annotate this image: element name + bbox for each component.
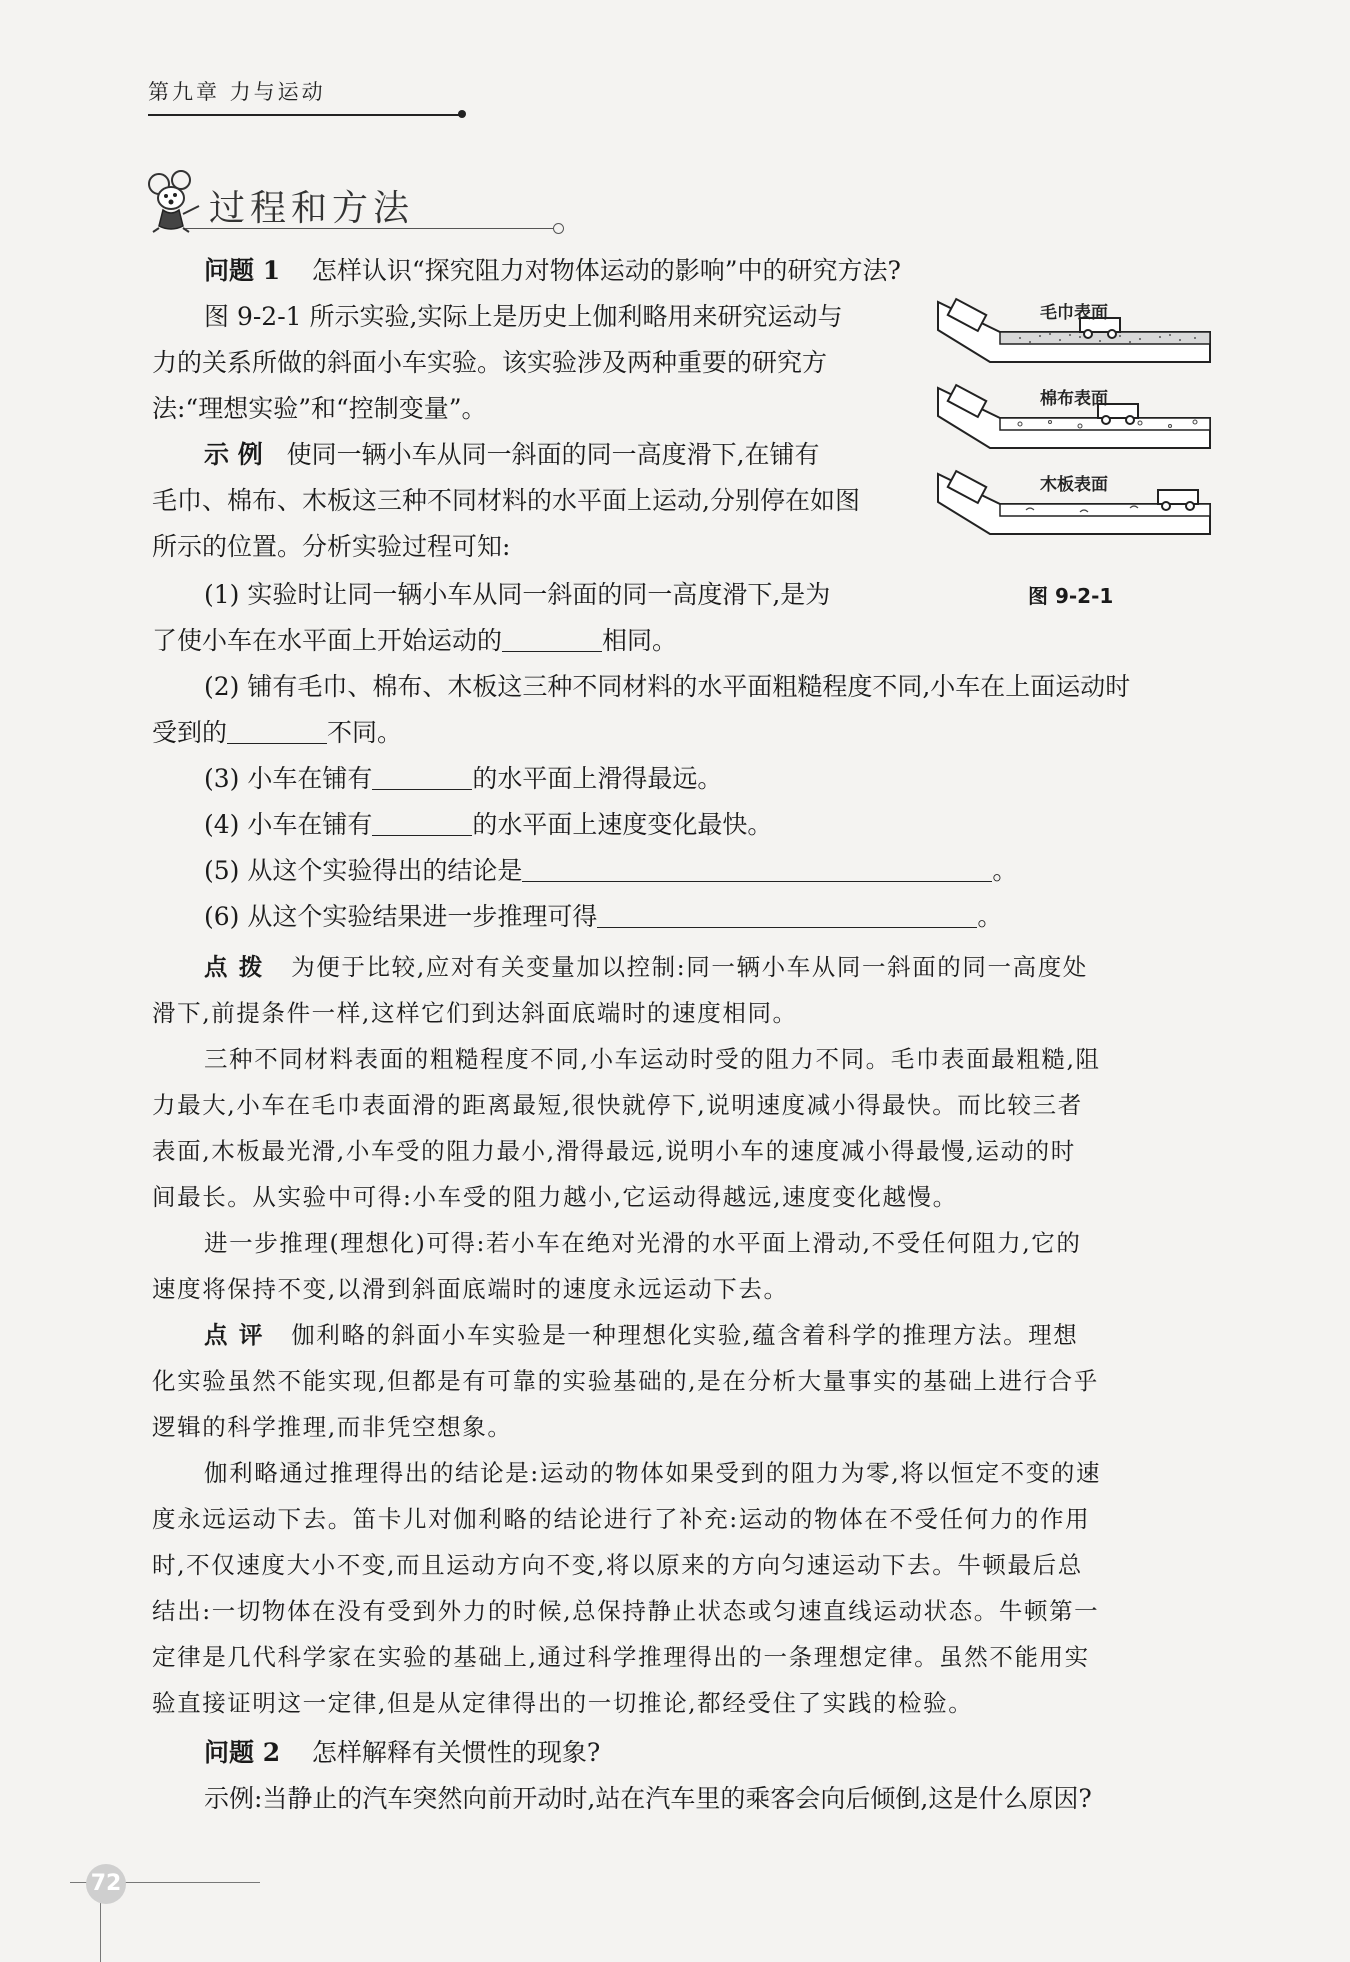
inclined-plane-figure: [930, 290, 1220, 550]
comment-label: 点 评: [204, 1321, 264, 1349]
figure-caption: 图 9-2-1: [1028, 584, 1114, 608]
comment-line: 结出:一切物体在没有受到外力的时候,总保持静止状态或匀速直线运动状态。牛顿第一: [152, 1597, 1100, 1625]
question-2-text: 怎样解释有关惯性的现象?: [311, 1738, 601, 1767]
section-underline: [185, 228, 555, 229]
example-label: 示 例: [204, 440, 263, 469]
comment-line: 伽利略通过推理得出的结论是:运动的物体如果受到的阻力为零,将以恒定不变的速: [204, 1459, 1102, 1487]
comment-line: 验直接证明这一定律,但是从定律得出的一切推论,都经受住了实践的检验。: [152, 1689, 974, 1717]
comment-line: 逻辑的科学推理,而非凭空想象。: [152, 1413, 513, 1441]
question-1: [204, 254, 901, 288]
example-2-line: 示例:当静止的汽车突然向前开动时,站在汽车里的乘客会向后倾倒,这是什么原因?: [204, 1784, 1092, 1813]
page-number: 72: [86, 1864, 126, 1904]
comment-line: 度永远运动下去。笛卡儿对伽利略的结论进行了补充:运动的物体在不受任何力的作用: [152, 1505, 1091, 1533]
hint-line: 表面,木板最光滑,小车受的阻力最小,滑得最远,说明小车的速度减小得最慢,运动的时: [152, 1137, 1076, 1165]
header-rule: [148, 114, 460, 116]
hint-line: 三种不同材料表面的粗糙程度不同,小车运动时受的阻力不同。毛巾表面最粗糙,阻: [204, 1045, 1101, 1073]
item-2-line: (2) 铺有毛巾、棉布、木板这三种不同材料的水平面粗糙程度不同,小车在上面运动时: [204, 672, 1131, 701]
item-2-line: 受到的 不同。: [152, 718, 403, 747]
header-rule-dot: [458, 110, 466, 118]
comment-line: 化实验虽然不能实现,但都是有可靠的实验基础的,是在分析大量事实的基础上进行合乎: [152, 1367, 1099, 1395]
example-line: 毛巾、棉布、木板这三种不同材料的水平面上运动,分别停在如图: [152, 486, 860, 515]
mouse-mascot-icon: [145, 170, 207, 234]
example-line: 示 例 使同一辆小车从同一斜面的同一高度滑下,在铺有: [204, 440, 820, 469]
wood-surface-label: 木板表面: [1040, 475, 1108, 495]
item-4-line: (4) 小车在铺有 的水平面上速度变化最快。: [204, 810, 773, 839]
comment-line: 点 评 伽利略的斜面小车实验是一种理想化实验,蕴含着科学的推理方法。理想: [204, 1321, 1079, 1349]
answer-blank[interactable]: [502, 625, 602, 652]
answer-blank[interactable]: [227, 717, 327, 744]
hint-line: 点 拨 为便于比较,应对有关变量加以控制:同一辆小车从同一斜面的同一高度处: [204, 953, 1088, 981]
cotton-surface-label: 棉布表面: [1040, 389, 1108, 409]
question-2-label: 问题 2: [204, 1738, 281, 1767]
running-header: [148, 76, 468, 106]
hint-label: 点 拨: [204, 953, 264, 981]
answer-blank[interactable]: [597, 901, 977, 928]
hint-line: 力最大,小车在毛巾表面滑的距离最短,很快就停下,说明速度减小得最快。而比较三者: [152, 1091, 1083, 1119]
hint-line: 间最长。从实验中可得:小车受的阻力越小,它运动得越远,速度变化越慢。: [152, 1183, 958, 1211]
hint-line: 速度将保持不变,以滑到斜面底端时的速度永远运动下去。: [152, 1275, 789, 1303]
section-underline-ring: [553, 223, 564, 234]
item-5-line: (5) 从这个实验得出的结论是 。: [204, 856, 1018, 885]
comment-line: 定律是几代科学家在实验的基础上,通过科学推理得出的一条理想定律。虽然不能用实: [152, 1643, 1090, 1671]
section-heading: [145, 170, 425, 236]
section-title: 过程和方法: [209, 188, 415, 229]
comment-line: 时,不仅速度大小不变,而且运动方向不变,将以原来的方向匀速运动下去。牛顿最后总: [152, 1551, 1083, 1579]
item-1-line: 了使小车在水平面上开始运动的 相同。: [152, 626, 678, 655]
answer-blank[interactable]: [522, 855, 992, 882]
question-1-label: 问题 1: [204, 256, 281, 285]
chapter-title: 第九章 力与运动: [148, 80, 326, 104]
answer-blank[interactable]: [372, 809, 472, 836]
item-6-line: (6) 从这个实验结果进一步推理可得 。: [204, 902, 1003, 931]
question-1-text: 怎样认识“探究阻力对物体运动的影响”中的研究方法?: [311, 256, 901, 285]
hint-line: 进一步推理(理想化)可得:若小车在绝对光滑的水平面上滑动,不受任何阻力,它的: [204, 1229, 1082, 1257]
towel-surface-label: 毛巾表面: [1040, 303, 1108, 323]
hint-line: 滑下,前提条件一样,这样它们到达斜面底端时的速度相同。: [152, 999, 798, 1027]
page-folio: [40, 1862, 230, 1961]
item-3-line: (3) 小车在铺有 的水平面上滑得最远。: [204, 764, 723, 793]
intro-line: 力的关系所做的斜面小车实验。该实验涉及两种重要的研究方: [152, 348, 828, 377]
intro-line: 法:“理想实验”和“控制变量”。: [152, 394, 487, 423]
answer-blank[interactable]: [372, 763, 472, 790]
question-2: [204, 1736, 600, 1770]
intro-line: 图 9-2-1 所示实验,实际上是历史上伽利略用来研究运动与: [204, 302, 843, 331]
example-line: 所示的位置。分析实验过程可知:: [152, 532, 511, 561]
item-1-line: (1) 实验时让同一辆小车从同一斜面的同一高度滑下,是为: [204, 580, 831, 609]
